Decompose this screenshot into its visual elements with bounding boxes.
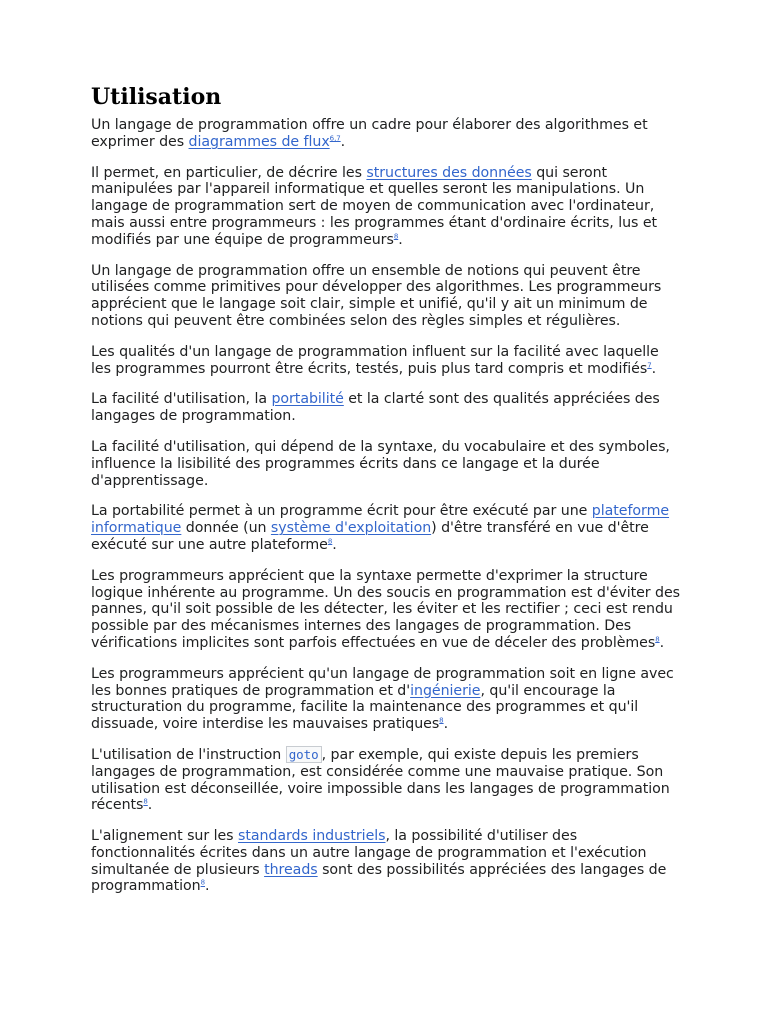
link-threads[interactable]: threads	[264, 861, 318, 878]
paragraph-text: donnée (un	[181, 520, 271, 537]
paragraph-text: .	[443, 716, 449, 733]
link-diagrammes-de-flux[interactable]: diagrammes de flux	[188, 133, 330, 150]
paragraph-text: .	[340, 133, 346, 150]
paragraph	[91, 568, 683, 652]
section-heading: Utilisation	[91, 84, 222, 110]
code-goto[interactable]: goto	[286, 746, 322, 763]
paragraph	[91, 439, 683, 489]
paragraph	[91, 263, 683, 330]
link-plateforme-informatique[interactable]: plateforme informatique	[91, 503, 670, 537]
paragraph	[91, 747, 683, 814]
paragraph-text: La facilité d'utilisation, qui dépend de la syntaxe, du vocabulaire et des symboles, influence la lisibilité des programmes écrits dans ce langage et la durée d'apprentissage.	[91, 438, 670, 489]
link-standards-industriels[interactable]: standards industriels	[237, 828, 386, 845]
section-body	[91, 117, 683, 895]
link-systeme-d-exploitation[interactable]: système d'exploitation	[270, 520, 432, 537]
link-ingenierie[interactable]: ingénierie	[410, 682, 481, 699]
paragraph-text: , la possibilité d'utiliser des fonctionnalités écrites dans un autre langage de programmation et l'exécution simultanée de plusieurs	[91, 828, 647, 878]
paragraph	[91, 503, 683, 553]
reference-note[interactable]: 8	[200, 878, 206, 887]
paragraph-text: et la clarté sont des qualités appréciées des langages de programmation.	[91, 391, 660, 425]
paragraph-text: sont des possibilités appréciées des langages de programmation	[91, 861, 667, 895]
reference-note[interactable]: 8	[327, 537, 333, 546]
paragraph	[91, 391, 683, 425]
paragraph-text: .	[398, 231, 403, 248]
paragraph	[91, 117, 683, 151]
paragraph-text: Les programmeurs apprécient que la syntaxe permette d'exprimer la structure logique inhérente au programme. Un des soucis en programmation est d'éviter des pannes, qu'il soit possible de les détecter, les éviter et les rectifier ; ceci est rendu possible par des mécanismes internes des langages de programmation. Des vérifications implicites sont parfois effectuées en vue de déceler des problèmes	[91, 567, 681, 651]
paragraph-text: L'utilisation de l'instruction	[91, 746, 286, 763]
paragraph-text: .	[205, 878, 210, 895]
reference-note[interactable]: 6,7	[329, 134, 341, 143]
paragraph-text: qui seront manipulées par l'appareil informatique et quelles seront les manipulations. Un langage de programmation sert de moyen de communication avec l'ordinateur, mais aussi entre programmeurs : les programmes étant d'ordinaire écrits, lus et modifiés par une équipe de programmeurs	[91, 164, 658, 248]
paragraph-text: .	[332, 536, 337, 553]
paragraph-text: Un langage de programmation offre un ensemble de notions qui peuvent être utilisées comme primitives pour développer des algorithmes. Les programmeurs apprécient que le langage soit clair, simple et unifié, qu'il y ait un minimum de notions qui peuvent être combinées selon des règles simples et régulières.	[91, 262, 662, 329]
paragraph-text: Les qualités d'un langage de programmation influent sur la facilité avec laquelle les programmes pourront être écrits, testés, puis plus tard compris et modifiés	[91, 343, 659, 377]
link-structures-des-donnees[interactable]: structures des données	[366, 164, 532, 181]
paragraph-text: Il permet, en particulier, de décrire les	[91, 164, 367, 181]
reference-note[interactable]: 8	[655, 635, 660, 644]
paragraph	[91, 165, 683, 249]
link-portabilite[interactable]: portabilité	[271, 391, 344, 408]
paragraph-text: .	[147, 797, 153, 814]
paragraph-text: Les programmeurs apprécient qu'un langage de programmation soit en ligne avec les bonnes pratiques de programmation et d'	[91, 665, 674, 699]
paragraph	[91, 666, 683, 733]
reference-note[interactable]: 7	[647, 360, 652, 369]
paragraph-text: L'alignement sur les	[91, 828, 238, 845]
paragraph-text: .	[651, 360, 657, 377]
paragraph-text: La facilité d'utilisation, la	[91, 391, 272, 408]
paragraph-text: La portabilité permet à un programme écrit pour être exécuté par une	[91, 503, 592, 520]
reference-note[interactable]: 8	[439, 716, 444, 725]
article-section	[91, 82, 683, 909]
paragraph-text: , qu'il encourage la structuration du programme, facilite la maintenance des programmes et qu'il dissuade, voire interdise les mauvaises pratiques	[91, 682, 639, 733]
paragraph-text: .	[659, 634, 665, 651]
paragraph-text: , par exemple, qui existe depuis les premiers langages de programmation, est considérée comme une mauvaise pratique. Son utilisation est déconseillée, voire impossible dans les langages de programmation récents	[91, 746, 670, 814]
reference-note[interactable]: 8	[393, 232, 399, 241]
paragraph	[91, 344, 683, 378]
reference-note[interactable]: 8	[143, 797, 148, 806]
paragraph-text: Un langage de programmation offre un cadre pour élaborer des algorithmes et exprimer des	[91, 117, 648, 150]
paragraph	[91, 828, 683, 895]
paragraph-text: ) d'être transféré en vue d'être exécuté sur une autre plateforme	[91, 520, 649, 553]
